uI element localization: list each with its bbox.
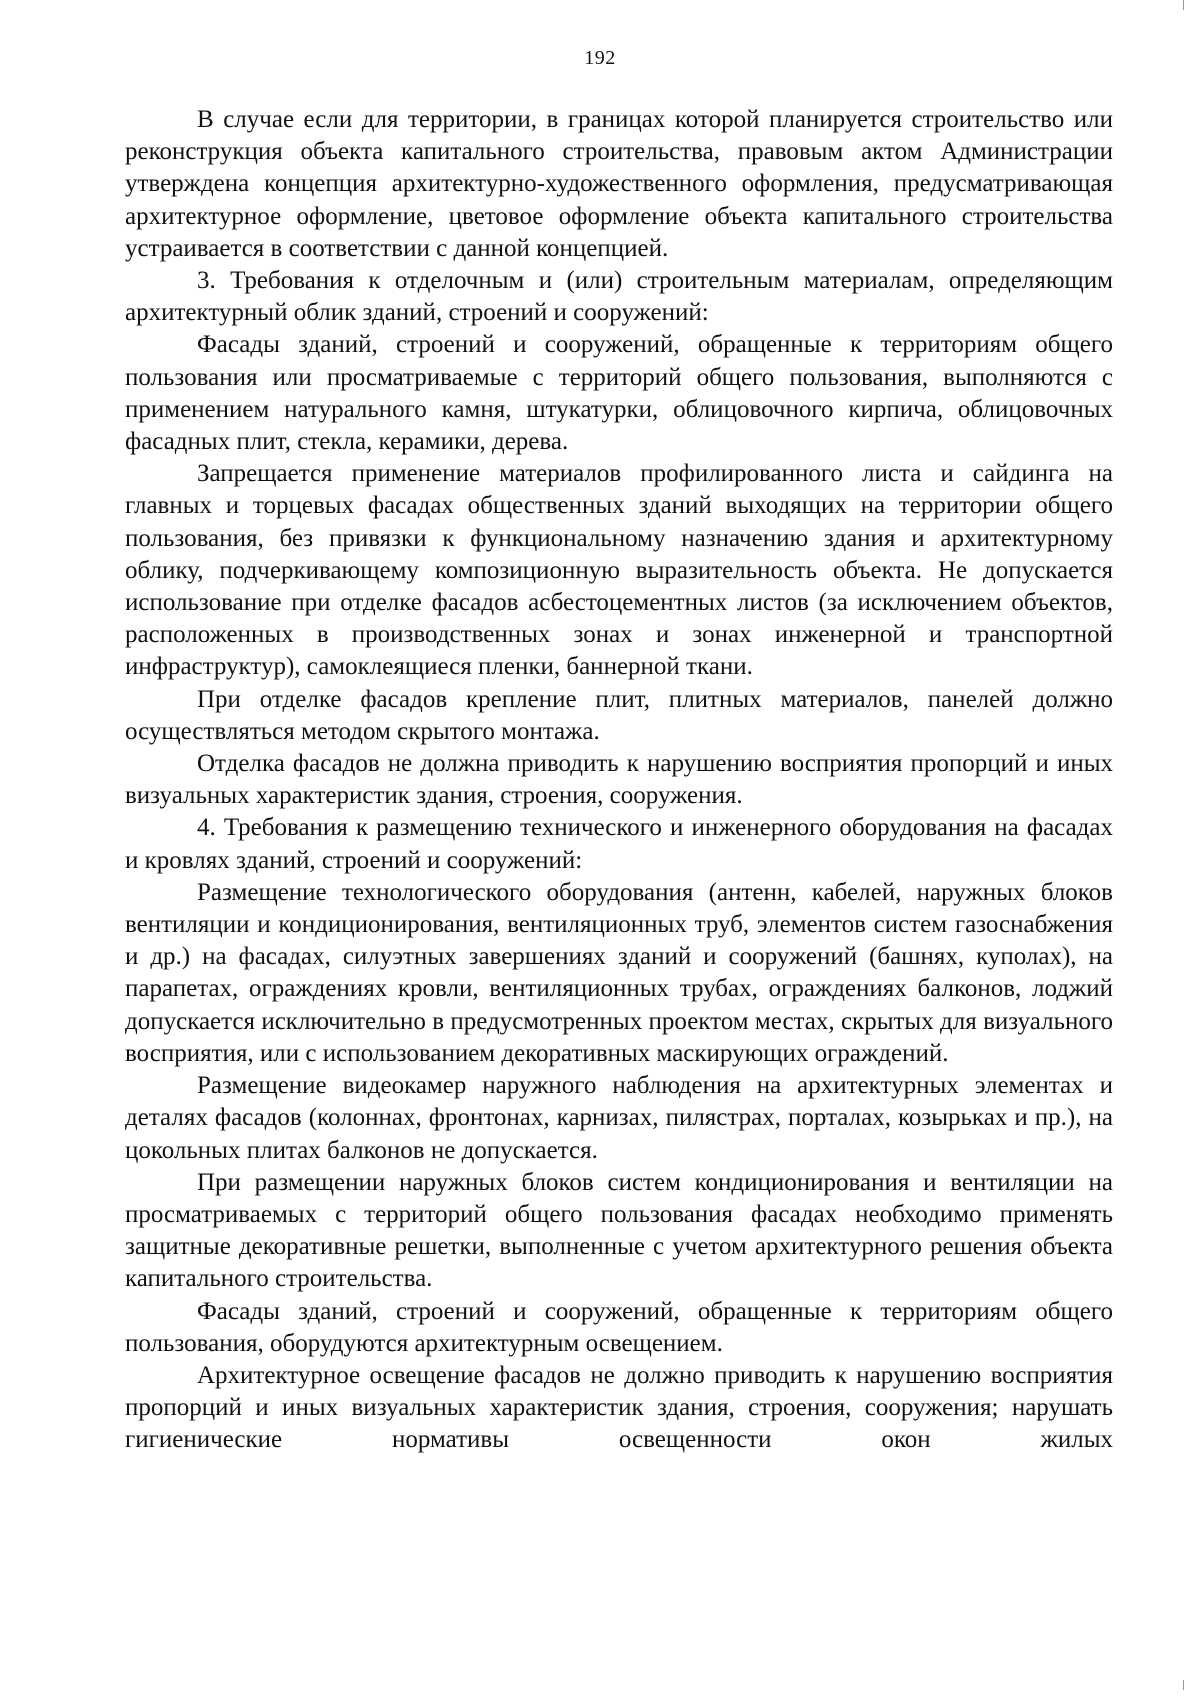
paragraph: 4. Требования к размещению технического и инженерного оборудования на фасадах и кровлях зданий, строений и сооружений: [125,814,1113,874]
scan-edge-mark [1183,0,1184,10]
document-body [125,104,1113,1457]
paragraph: При размещении наружных блоков систем кондиционирования и вентиляции на просматриваемых с территорий общего пользования фасадах необходимо применять защитные декоративные решетки, выполненные с учетом архитектурного решения объекта капитального строительства. [125,1168,1113,1293]
paragraph: Отделка фасадов не должна приводить к нарушению восприятия пропорций и иных визуальных характеристик здания, строения, сооружения. [125,750,1113,810]
paragraph: Размещение видеокамер наружного наблюдения на архитектурных элементах и деталях фасадов (колоннах, фронтонах, карнизах, пилястрах, порталах, козырьках и пр.), на цокольных плитах балконов не допускается. [125,1072,1113,1164]
paragraph: В случае если для территории, в границах которой планируется строительство или реконструкция объекта капитального строительства, правовым актом Администрации утверждена концепция архитектурно-художественного оформления, предусматривающая архитектурное оформление, цветовое оформление объекта капитального строительства устраивается в соответствии с данной концепцией. [125,106,1113,262]
paragraph: Запрещается применение материалов профилированного листа и сайдинга на главных и торцевых фасадах общественных зданий выходящих на территории общего пользования, без привязки к функциональному назначению здания и архитектурному облику, подчеркивающему композиционную выразительность объекта. Не допускается использование при отделке фасадов асбестоцементных листов (за исключением объектов, расположенных в производственных зонах и зонах инженерной и транспортной инфраструктур), самоклеящиеся пленки, баннерной ткани. [125,460,1113,681]
scan-edge-mark [1183,1680,1184,1690]
paragraph: Фасады зданий, строений и сооружений, обращенные к территориям общего пользования или просматриваемые с территорий общего пользования, выполняются с применением натурального камня, штукатурки, облицовочного кирпича, облицовочных фасадных плит, стекла, керамики, дерева. [125,331,1113,456]
paragraph: При отделке фасадов крепление плит, плитных материалов, панелей должно осуществляться методом скрытого монтажа. [125,685,1113,745]
paragraph-continued: Архитектурное освещение фасадов не должно приводить к нарушению восприятия пропорций и иных визуальных характеристик здания, строения, сооружения; нарушать гигиенические нормативы освещенности окон жилых [125,1361,1113,1454]
paragraph: Размещение технологического оборудования (антенн, кабелей, наружных блоков вентиляции и кондиционирования, вентиляционных труб, элементов систем газоснабжения и др.) на фасадах, силуэтных завершениях зданий и сооружений (башнях, куполах), на парапетах, ограждениях кровли, вентиляционных трубах, ограждениях балконов, лоджий допускается исключительно в предусмотренных проектом местах, скрытых для визуального восприятия, или с использованием декоративных маскирующих ограждений. [125,878,1113,1067]
page-number: 192 [584,47,616,69]
paragraph: Фасады зданий, строений и сооружений, обращенные к территориям общего пользования, оборудуются архитектурным освещением. [125,1297,1113,1357]
paragraph: 3. Требования к отделочным и (или) строительным материалам, определяющим архитектурный облик зданий, строений и сооружений: [125,267,1113,327]
